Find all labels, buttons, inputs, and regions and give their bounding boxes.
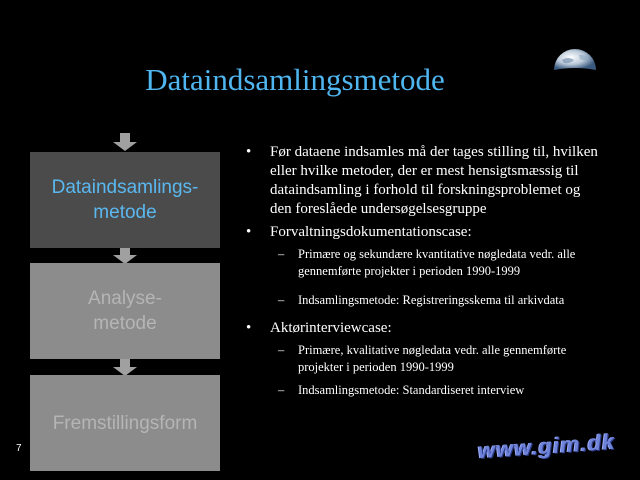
down-arrow-icon <box>113 246 137 264</box>
bullet-marker: • <box>246 320 252 336</box>
sub-bullet-marker: – <box>278 293 285 307</box>
flow-step-dataindsamlingsmetode: Dataindsamlings- metode <box>30 152 220 248</box>
flow-step-analysemetode: Analyse- metode <box>30 263 220 359</box>
slide-number: 7 <box>16 443 22 454</box>
sub-bullet-item <box>244 382 600 399</box>
bullet-list <box>244 143 600 405</box>
sub-bullet-item <box>244 342 600 376</box>
bullet-item <box>244 319 600 338</box>
bullet-text: Før dataene indsamles må der tages stilling til, hvilken eller hvilke metoder, der er mest hensigtsmæssig til dataindsamling i forhold til forskningsproblemet og den foreslåede undersøgelsesgruppe <box>270 144 598 217</box>
bullet-marker: • <box>246 224 252 240</box>
sub-bullet-text: Indsamlingsmetode: Standardiseret interview <box>298 383 525 397</box>
bullet-item <box>244 143 600 219</box>
down-arrow-icon <box>113 358 137 376</box>
slide-title: Dataindsamlingsmetode <box>145 62 445 97</box>
watermark-logo: www.gim.dk <box>477 428 616 464</box>
sub-bullet-item <box>244 246 600 280</box>
bullet-item <box>244 223 600 242</box>
bullet-marker: • <box>246 144 252 160</box>
earth-icon <box>552 46 598 80</box>
sub-bullet-marker: – <box>278 343 285 357</box>
sub-bullet-item <box>244 292 600 309</box>
flow-step-fremstillingsform: Fremstillingsform <box>30 375 220 471</box>
bullet-text: Aktørinterviewcase: <box>270 320 392 336</box>
sub-bullet-text: Indsamlingsmetode: Registreringsskema til arkivdata <box>298 293 565 307</box>
sub-bullet-marker: – <box>278 247 285 261</box>
sub-bullet-text: Primære og sekundære kvantitative nøgledata vedr. alle gennemførte projekter i perioden 1990-1999 <box>298 247 576 278</box>
sub-bullet-text: Primære, kvalitative nøgledata vedr. alle gennemførte projekter i perioden 1990-1999 <box>298 343 567 374</box>
bullet-text: Forvaltningsdokumentationscase: <box>270 224 472 240</box>
sub-bullet-marker: – <box>278 383 285 397</box>
down-arrow-icon <box>113 133 137 151</box>
